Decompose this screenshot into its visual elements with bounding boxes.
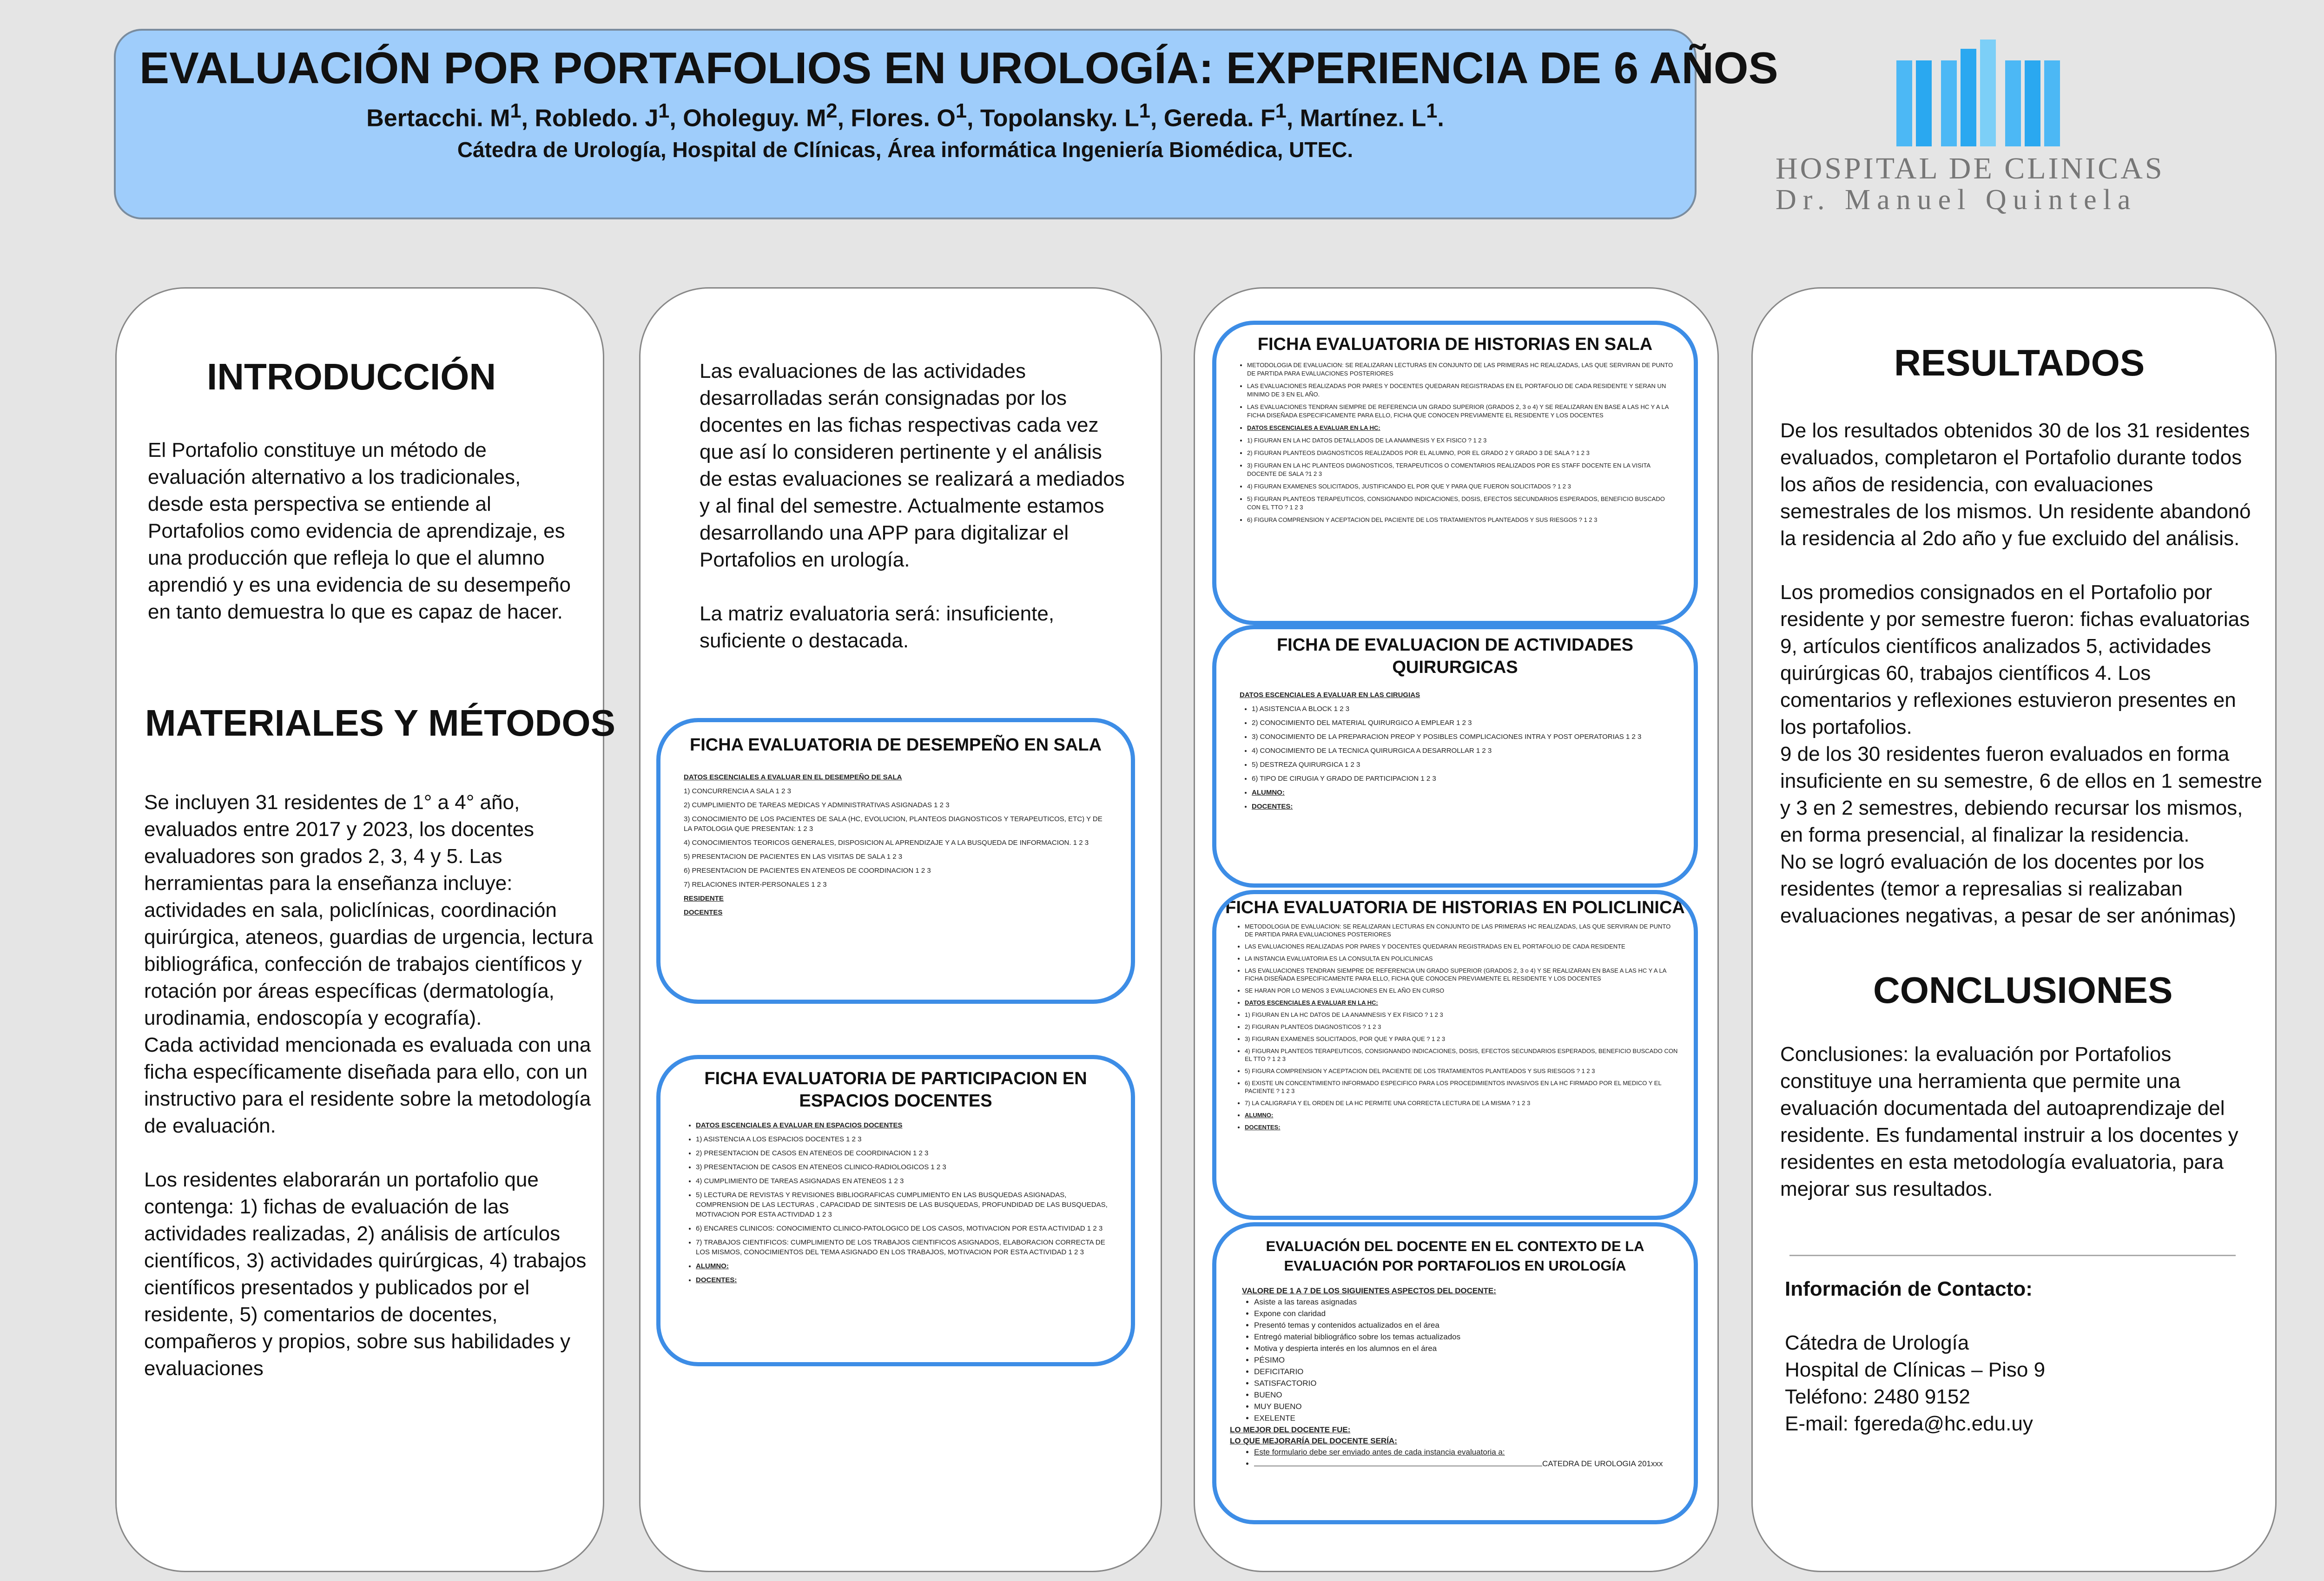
ficha-historias-sala-title: FICHA EVALUATORIA DE HISTORIAS EN SALA	[1257, 335, 1653, 354]
hospital-logo	[1762, 35, 2194, 216]
ficha-desempeno-title: FICHA EVALUATORIA DE DESEMPEÑO EN SALA	[689, 735, 1102, 755]
ficha-policlinica	[1212, 890, 1698, 1220]
ficha-quirurgicas	[1212, 625, 1698, 888]
ficha-quirurgicas-title: FICHA DE EVALUACION DE ACTIVIDADES QUIRURGICAS	[1276, 635, 1634, 677]
evaluaciones-text: Las evaluaciones de las actividades desarrolladas serán consignadas por los docentes en las fichas respectivas cada vez que así lo consideren pertinente y el análisis de estas evaluaciones se realizará a mediados y al final del semestre. Actualmente estamos desarrollando una APP para digitalizar el Portafolios en urología. La matriz evaluatoria será: insuficiente, suficiente o destacada.	[700, 360, 1125, 652]
conclusiones-title: CONCLUSIONES	[1873, 969, 2173, 1011]
contact-email[interactable]: E-mail: fgereda@hc.edu.uy	[1785, 1412, 2033, 1435]
conclusiones-text: Conclusiones: la evaluación por Portafolios constituye una herramienta que permite una evaluación documentada del autoaprendizaje del residente. Es fundamental instruir a los docentes y residentes en esta metodología evaluatoria, para mejorar sus resultados.	[1780, 1043, 2238, 1200]
ficha-docente	[1212, 1222, 1698, 1524]
logo-text-line1: HOSPITAL DE CLINICAS	[1776, 152, 2165, 185]
poster-title: EVALUACIÓN POR PORTAFOLIOS EN UROLOGÍA: EXPERIENCIA DE 6 AÑOS	[139, 43, 1778, 93]
ficha-participacion-title: FICHA EVALUATORIA DE PARTICIPACION EN ESPACIOS DOCENTES	[704, 1069, 1087, 1111]
contact-address: Hospital de Clínicas – Piso 9	[1785, 1358, 2046, 1381]
materiales-title: MATERIALES Y MÉTODOS	[145, 702, 615, 744]
contact-info	[1785, 1276, 2250, 1437]
ficha-policlinica-content: • METODOLOGIA DE EVALUACION: SE REALIZARAN LECTURAS EN CONJUNTO DE LAS PRIMERAS HC REALIZADAS, LAS QUE SERVIRAN DE PUNTO DE PARTIDA PARA EVALUACIONES POSTERIORES • LAS EVALUACIONES REALIZADAS POR PARES Y DOCENTES QUEDARAN REGISTRADAS EN EL PORTAFOLIO DE CADA RESIDENTE • LA INSTANCIA EVALUATORIA ES LA CONSULTA EN POLICLINICAS • LAS EVALUACIONES TENDRAN SIEMPRE DE REFERENCIA UN GRADO SUPERIOR (GRADOS 2, 3 o 4) Y SE REALIZARAN EN BASE A LAS HC Y A LA FICHA DISEÑADA ESPECIFICAMENTE PARA ELLO, FICHA QUE CONOCEN PREVIAMENTE EL RESIDENTE Y LOS DOCENTES • SE HARAN POR LO MENOS 3 EVALUACIONES EN EL AÑO EN CURSO • DATOS ESCENCIALES A EVALUAR EN LA HC: • 1) FIGURAN EN LA HC DATOS DE LA ANAMNESIS Y EX FISICO ? 1 2 3 • 2) FIGURAN PLANTEOS DIAGNOSTICOS ? 1 2 3 • 3) FIGURAN EXAMENES SOLICITADOS, POR QUE Y PARA QUE ? 1 2 3 • 4) FIGURAN PLANTEOS TERAPEUTICOS, CONSIGNANDO INDICACIONES, DOSIS, EFECTOS SECUNDARIOS ESPERADOS, BENEFICIO BUSCADO CON EL TTO ? 1 2 3 • 5) FIGURA COMPRENSION Y ACEPTACION DEL PACIENTE DE LOS TRATAMIENTOS PLANTEADOS Y SUS RIESGOS ? 1 2 3 • 6) EXISTE UN CONCENTIMIENTO INFORMADO ESPECIFICO PARA LOS PROCEDIMIENTOS INVASIVOS EN LA HC FIRMADO POR EL MEDICO Y EL PACIENTE ? 1 2 3 • 7) LA CALIGRAFIA Y EL ORDEN DE LA HC PERMITE UNA CORRECTA LECTURA DE LA MISMA ? 1 2 3 • ALUMNO: • DOCENTES:	[1216, 919, 1694, 1131]
ficha-participacion	[656, 1055, 1135, 1366]
ficha-quirurgicas-content: DATOS ESCENCIALES A EVALUAR EN LAS CIRUGIAS • 1) ASISTENCIA A BLOCK 1 2 3 • 2) CONOCIMIENTO DEL MATERIAL QUIRURGICO A EMPLEAR 1 2 3 • 3) CONOCIMIENTO DE LA PREPARACION PREOP Y POSIBLES COMPLICACIONES INTRA Y POST OPERATORIAS 1 2 3 • 4) CONOCIMIENTO DE LA TECNICA QUIRURGICA A DESARROLLAR 1 2 3 • 5) DESTREZA QUIRURGICA 1 2 3 • 6) TIPO DE CIRUGIA Y GRADO DE PARTICIPACION 1 2 3 • ALUMNO: • DOCENTES:	[1216, 679, 1694, 811]
ficha-docente-title: EVALUACIÓN DEL DOCENTE EN EL CONTEXTO DE LA EVALUACIÓN POR PORTAFOLIOS EN UROLOGÍA	[1266, 1238, 1644, 1274]
resultados-title: RESULTADOS	[1894, 342, 2145, 383]
contact-title: Información de Contacto:	[1785, 1278, 2033, 1300]
introduccion-title: INTRODUCCIÓN	[207, 356, 496, 397]
materiales-text: Se incluyen 31 residentes de 1° a 4° año, evaluados entre 2017 y 2023, los docentes evaluadores son grados 2, 3, 4 y 5. Las herramientas para la enseñanza incluye: actividades en sala, policlínicas, coordinación quirúrgica, ateneos, guardias de urgencia, lectura bibliográfica, confección de trabajos científicos y rotación por áreas específicas (dermatología, urodinamia, endoscopía y ecografía). Cada actividad mencionada es evaluada con una ficha específicamente diseñada para ello, con un instructivo para el residente sobre la metodología de evaluación. Los residentes elaborarán un portafolio que contenga: 1) fichas de evaluación de las actividades realizadas, 2) análisis de artículos científicos, 3) actividades quirúrgicas, 4) trabajos científicos presentados y publicados por el residente, 5) comentarios de docentes, compañeros y propios, sobre sus habilidades y evaluaciones	[144, 791, 594, 1380]
ficha-historias-sala	[1212, 321, 1698, 625]
ficha-historias-sala-content: • METODOLOGIA DE EVALUACION: SE REALIZARAN LECTURAS EN CONJUNTO DE LAS PRIMERAS HC REALIZADAS, LAS QUE SERVIRAN DE PUNTO DE PARTIDA PARA EVALUACIONES POSTERIORES • LAS EVALUACIONES REALIZADAS POR PARES Y DOCENTES QUEDARAN REGISTRADAS EN EL PORTAFOLIO DE CADA RESIDENTE Y SERAN UN MINIMO DE 3 EN EL AÑO. • LAS EVALUACIONES TENDRAN SIEMPRE DE REFERENCIA UN GRADO SUPERIOR (GRADOS 2, 3 o 4) Y SE REALIZARAN EN BASE A LAS HC Y A LA FICHA DISEÑADA ESPECIFICAMENTE PARA ELLO, FICHA QUE CONOCEN PREVIAMENTE EL RESIDENTE Y LOS DOCENTES • DATOS ESCENCIALES A EVALUAR EN LA HC: • 1) FIGURAN EN LA HC DATOS DETALLADOS DE LA ANAMNESIS Y EX FISICO ? 1 2 3 • 2) FIGURAN PLANTEOS DIAGNOSTICOS REALIZADOS POR EL ALUMNO, POR EL GRADO 2 Y GRADO 3 DE SALA ? 1 2 3 • 3) FIGURAN EN LA HC PLANTEOS DIAGNOSTICOS, TERAPEUTICOS O COMENTARIOS REALIZADOS POR ES STAFF DOCENTE EN LA VISITA DOCENTE DE SALA ?1 2 3 • 4) FIGURAN EXAMENES SOLICITADOS, JUSTIFICANDO EL POR QUE Y PARA QUE FUERON SOLICITADOS ? 1 2 3 • 5) FIGURAN PLANTEOS TERAPEUTICOS, CONSIGNANDO INDICACIONES, DOSIS, EFECTOS SECUNDARIOS ESPERADOS, BENEFICIO BUSCADO CON EL TTO ? 1 2 3 • 6) FIGURA COMPRENSION Y ACEPTACION DEL PACIENTE DE LOS TRATAMIENTOS PLANTEADOS Y SUS RIESGOS ? 1 2 3	[1216, 356, 1694, 524]
ficha-participacion-content: • DATOS ESCENCIALES A EVALUAR EN ESPACIOS DOCENTES • 1) ASISTENCIA A LOS ESPACIOS DOCENTES 1 2 3 • 2) PRESENTACION DE CASOS EN ATENEOS DE COORDINACION 1 2 3 • 3) PRESENTACION DE CASOS EN ATENEOS CLINICO-RADIOLOGICOS 1 2 3 • 4) CUMPLIMIENTO DE TAREAS ASIGNADAS EN ATENEOS 1 2 3 • 5) LECTURA DE REVISTAS Y REVISIONES BIBLIOGRAFICAS CUMPLIMIENTO EN LAS BUSQUEDAS ASIGNADAS, COMPRENSION DE LAS LECTURAS , CAPACIDAD DE SINTESIS DE LAS BUSQUEDAS, PROFUNDIDAD DE LAS BUSQUEDAS, MOTIVACION POR ESTA ACTIVIDAD 1 2 3 • 6) ENCARES CLINICOS: CONOCIMIENTO CLINICO-PATOLOGICO DE LOS CASOS, MOTIVACION POR ESTA ACTIVIDAD 1 2 3 • 7) TRABAJOS CIENTIFICOS: CUMPLIMIENTO DE LOS TRABAJOS CIENTIFICOS ASIGNADOS, ELABORACION CORRECTA DE LOS MISMOS, CONOCIMIENTOS DEL TEMA ASIGNADO EN LOS TRABAJOS, MOTIVACION POR ESTA ACTIVIDAD 1 2 3 • ALUMNO: • DOCENTES:	[660, 1112, 1131, 1285]
ficha-policlinica-title: FICHA EVALUATORIA DE HISTORIAS EN POLICLINICA	[1225, 898, 1685, 917]
contact-phone: Teléfono: 2480 9152	[1785, 1385, 1970, 1408]
divider	[1789, 1255, 2236, 1256]
ficha-docente-content: VALORE DE 1 A 7 DE LOS SIGUIENTES ASPECTOS DEL DOCENTE: • Asiste a las tareas asignadas • Expone con claridad • Presentó temas y contenidos actualizados en el área • Entregó material bibliográfico sobre los temas actualizados • Motiva y despierta interés en los alumnos en el área • PÉSIMO • DEFICITARIO • SATISFACTORIO • BUENO • MUY BUENO • EXELENTE LO MEJOR DEL DOCENTE FUE: LO QUE MEJORARÍA DEL DOCENTE SERÍA: • Este formulario debe ser enviado antes de cada instancia evaluatoria a: • CATEDRA DE UROLOGIA 201xxx	[1216, 1276, 1694, 1469]
logo-text-line2: Dr. Manuel Quintela	[1776, 184, 2137, 216]
introduccion-text: El Portafolio constituye un método de evaluación alternativo a los tradicionales, desde esta perspectiva se entiende al Portafolios como evidencia de aprendizaje, es una producción que refleja lo que el alumno aprendió y es una evidencia de su desempeño en tanto demuestra lo que es capaz de hacer.	[148, 439, 571, 623]
contact-dept: Cátedra de Urología	[1785, 1331, 1969, 1354]
hospital-logo-icon	[1896, 40, 2064, 146]
authors-line: Bertacchi. $M^1$, Robledo. $J^1$, Oholeguy. $M^2$, Flores. $O^1$, Topolansky. $L^1$, Gereda. $F^1$, Martínez. $L^1$.	[366, 100, 1444, 132]
ficha-desempeno-content: DATOS ESCENCIALES A EVALUAR EN EL DESEMPEÑO DE SALA 1) CONCURRENCIA A SALA 1 2 3 2) CUMPLIMIENTO DE TAREAS MEDICAS Y ADMINISTRATIVAS ASIGNADAS 1 2 3 3) CONOCIMIENTO DE LOS PACIENTES DE SALA (HC, EVOLUCION, PLANTEOS DIAGNOSTICOS Y TERAPEUTICOS, ETC) Y DE LA PATOLOGIA QUE PRESENTAN: 1 2 3 4) CONOCIMIENTOS TEORICOS GENERALES, DISPOSICION AL APRENDIZAJE Y A LA BUSQUEDA DE INFORMACION. 1 2 3 5) PRESENTACION DE PACIENTES EN LAS VISITAS DE SALA 1 2 3 6) PRESENTACION DE PACIENTES EN ATENEOS DE COORDINACION 1 2 3 7) RELACIONES INTER-PERSONALES 1 2 3 RESIDENTE DOCENTES	[684, 773, 1103, 916]
affiliation: Cátedra de Urología, Hospital de Clínicas, Área informática Ingeniería Biomédica, UTEC.	[457, 138, 1353, 162]
ficha-desempeno-sala	[656, 718, 1135, 1004]
resultados-text: De los resultados obtenidos 30 de los 31 residentes evaluados, completaron el Portafolio durante todos los años de residencia, con evaluaciones semestrales de los mismos. Un residente abandonó la residencia al 2do año y fue excluido del análisis. Los promedios consignados en el Portafolio por residente y por semestre fueron: fichas evaluatorias 9, artículos científicos analizados 5, actividades quirúrgicas 60, trabajos científicos 4. Los comentarios y reflexiones estuvieron presentes en los portafolios. 9 de los 30 residentes fueron evaluados en forma insuficiente en su semestre, 6 de ellos en 1 semestre y 3 en 2 semestres, debiendo recursar los mismos, en forma presencial, al finalizar la residencia. No se logró evaluación de los docentes por los residentes (temor a represalias si realizaban evaluaciones negativas, a pesar de ser anónimas)	[1780, 419, 2262, 927]
